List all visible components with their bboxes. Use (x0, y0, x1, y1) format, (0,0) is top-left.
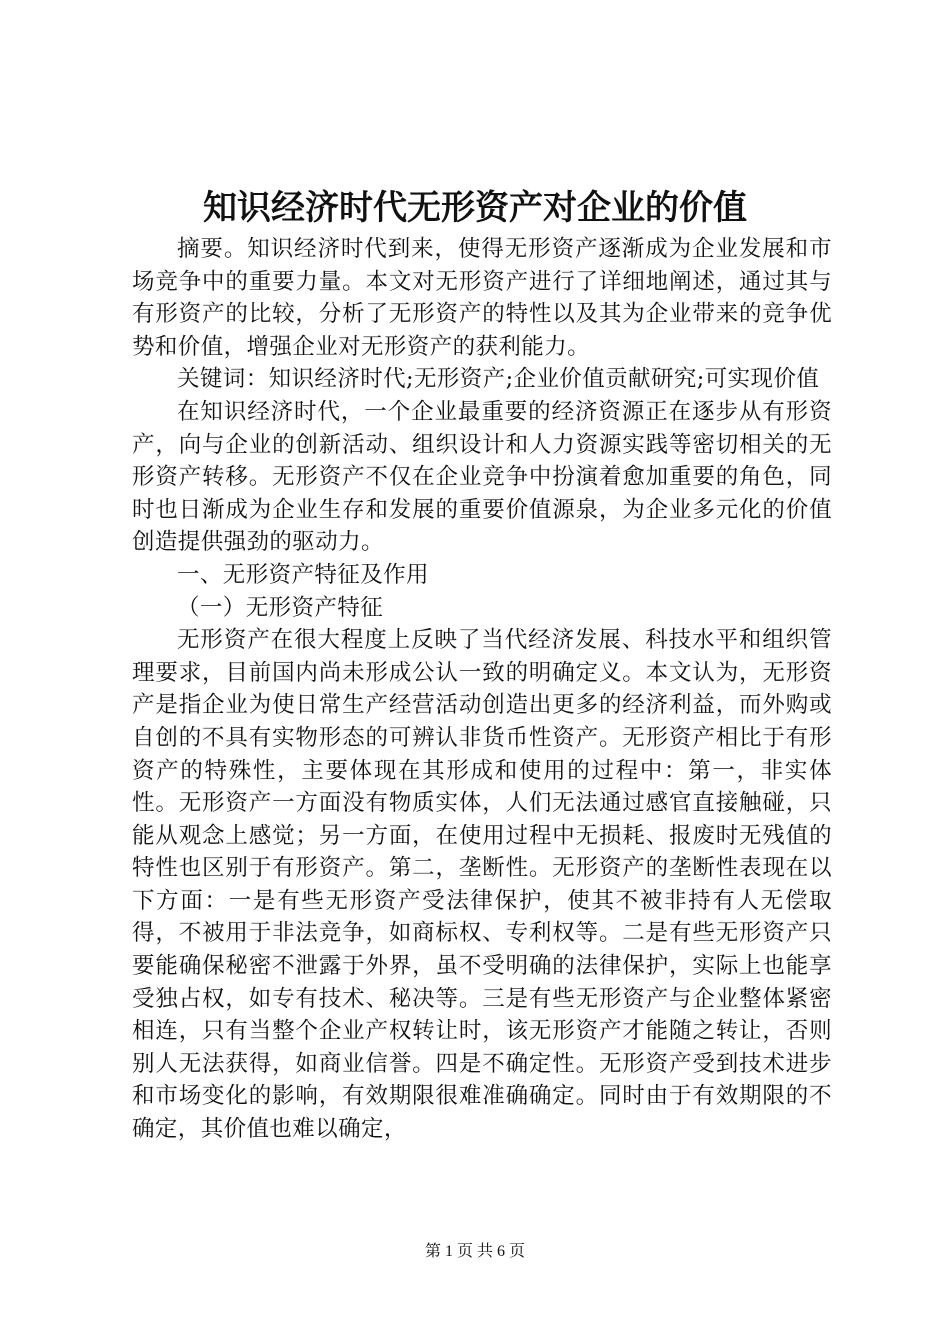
abstract-paragraph: 摘要。知识经济时代到来，使得无形资产逐渐成为企业发展和市场竞争中的重要力量。本文对无形资产进行了详细地阐述，通过其与有形资产的比较，分析了无形资产的特性以及其为企业带来的竞争优势和价值，增强企业对无形资产的获利能力。 (132, 236, 832, 360)
intro-paragraph: 在知识经济时代，一个企业最重要的经济资源正在逐步从有形资产，向与企业的创新活动、组织设计和人力资源实践等密切相关的无形资产转移。无形资产不仅在企业竞争中扮演着愈加重要的角色，同时也日渐成为企业生存和发展的重要价值源泉，为企业多元化的价值创造提供强劲的驱动力。 (132, 398, 832, 556)
document-title: 知识经济时代无形资产对企业的价值 (203, 188, 747, 228)
page-footer: 第 1 页 共 6 页 (424, 1243, 525, 1260)
subsection-heading: （一）无形资产特征 (177, 594, 384, 621)
body-paragraph: 无形资产在很大程度上反映了当代经济发展、科技水平和组织管理要求，目前国内尚未形成公认一致的明确定义。本文认为，无形资产是指企业为使日常生产经营活动创造出更多的经济利益，而外购或自创的不具有实物形态的可辨认非货币性资产。无形资产相比于有形资产的特殊性，主要体现在其形成和使用的过程中：第一，非实体性。无形资产一方面没有物质实体，人们无法通过感官直接触碰，只能从观念上感觉；另一方面，在使用过程中无损耗、报废时无残值的特性也区别于有形资产。第二，垄断性。无形资产的垄断性表现在以下方面：一是有些无形资产受法律保护，使其不被非持有人无偿取得，不被用于非法竞争，如商标权、专利权等。二是有些无形资产只要能确保秘密不泄露于外界，虽不受明确的法律保护，实际上也能享受独占权，如专有技术、秘决等。三是有些无形资产与企业整体紧密相连，只有当整个企业产权转让时，该无形资产才能随之转让，否则别人无法获得，如商业信誉。四是不确定性。无形资产受到技术进步和市场变化的影响，有效期限很难准确确定。同时由于有效期限的不确定，其价值也难以确定， (132, 627, 832, 1143)
document-body (132, 233, 832, 1146)
keywords-paragraph: 关键词：知识经济时代;无形资产;企业价值贡献研究;可实现价值 (177, 366, 820, 393)
section-heading: 一、无形资产特征及作用 (177, 561, 429, 588)
